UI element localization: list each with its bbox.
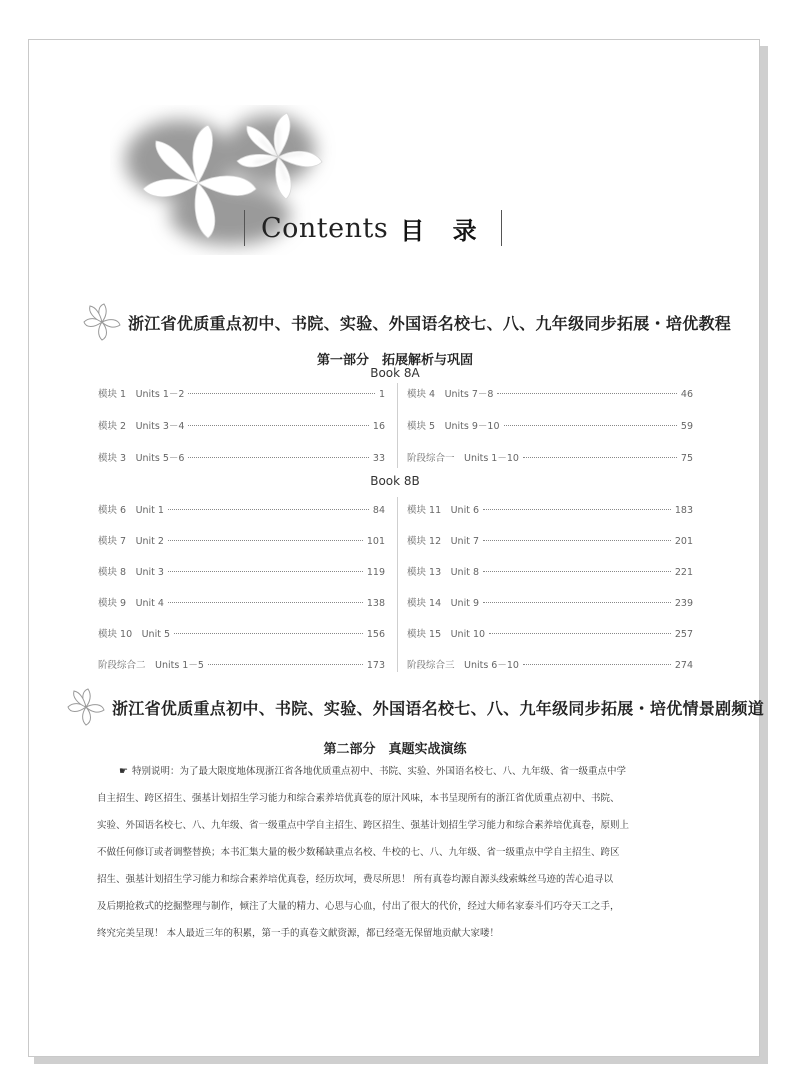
toc-row[interactable] (407, 564, 693, 578)
toc-label: 模块 5 Units 9－10 (407, 421, 500, 432)
toc-row[interactable] (98, 533, 385, 547)
toc-label: 模块 13 Unit 8 (407, 567, 480, 578)
contents-title-en: Contents (261, 212, 389, 244)
toc-row[interactable] (407, 626, 693, 640)
toc-leader (208, 664, 363, 665)
toc-page: 257 (674, 629, 693, 640)
toc-row[interactable] (98, 595, 385, 609)
section2-heading (66, 687, 764, 727)
toc-page: 156 (366, 629, 385, 640)
toc-row[interactable] (98, 502, 385, 516)
toc-row[interactable] (407, 502, 693, 516)
toc-row[interactable] (407, 595, 693, 609)
toc-label: 模块 3 Units 5－6 (98, 453, 185, 464)
note-line: 不做任何修订或者调整替换；本书汇集大量的极少数稀缺重点名校、牛校的七、八、九年级、省一级重点中学自主招生、跨区 (97, 847, 620, 858)
contents-title-cn: 目 录 (400, 216, 487, 245)
toc-page: 183 (674, 505, 693, 516)
toc-leader (483, 509, 671, 510)
section2-heading-text: 浙江省优质重点初中、书院、实验、外国语名校七、八、九年级同步拓展・培优情景剧频道 (112, 698, 765, 718)
toc-leader (168, 602, 363, 603)
book-8b-label: Book 8B (370, 474, 420, 488)
toc-page: 59 (680, 421, 693, 432)
part1-title: 第一部分 拓展解析与巩固 (316, 353, 473, 368)
column-divider (397, 497, 398, 672)
toc-page: 274 (674, 660, 693, 671)
toc-label: 模块 2 Units 3－4 (98, 421, 185, 432)
toc-page: 46 (680, 389, 693, 400)
toc-leader (174, 633, 363, 634)
toc-leader (489, 633, 671, 634)
toc-label: 模块 15 Unit 10 (407, 629, 486, 640)
toc-leader (188, 425, 368, 426)
toc-leader (483, 602, 671, 603)
contents-title (244, 210, 502, 246)
toc-page: 201 (674, 536, 693, 547)
toc-page: 33 (372, 453, 385, 464)
toc-row[interactable] (98, 450, 385, 464)
toc-leader (483, 571, 671, 572)
toc-label: 模块 8 Unit 3 (98, 567, 164, 578)
toc-page: 101 (366, 536, 385, 547)
toc-label: 模块 9 Unit 4 (98, 598, 164, 609)
toc-label: 模块 12 Unit 7 (407, 536, 480, 547)
toc-page: 173 (366, 660, 385, 671)
section1-heading-text: 浙江省优质重点初中、书院、实验、外国语名校七、八、九年级同步拓展・培优教程 (128, 313, 732, 333)
toc-page: 221 (674, 567, 693, 578)
toc-row[interactable] (98, 418, 385, 432)
toc-page: 119 (366, 567, 385, 578)
toc-row[interactable] (407, 450, 693, 464)
toc-row[interactable] (98, 626, 385, 640)
part2-title: 第二部分 真题实战演练 (323, 742, 467, 757)
book-8a-label: Book 8A (370, 366, 420, 380)
special-note (97, 765, 702, 954)
toc-label: 模块 1 Units 1－2 (98, 389, 185, 400)
toc-page: 1 (378, 389, 385, 400)
toc-leader (168, 540, 363, 541)
flower-icon (66, 687, 106, 727)
toc-row[interactable] (407, 386, 693, 400)
toc-leader (504, 425, 677, 426)
note-line: 终究完美呈现！ 本人最近三年的积累，第一手的真卷文献资源，都已经毫无保留地贡献大家喽！ (97, 928, 500, 939)
toc-row[interactable] (98, 386, 385, 400)
toc-page: 16 (372, 421, 385, 432)
toc-leader (497, 393, 676, 394)
toc-leader (483, 540, 671, 541)
section1-heading (82, 302, 731, 342)
toc-row[interactable] (98, 657, 385, 671)
pointing-hand-icon: ☛ (119, 766, 128, 777)
note-line-text: 特别说明：为了最大限度地体现浙江省各地优质重点初中、书院、实验、外国语名校七、八、九年级、省一级重点中学 (131, 766, 626, 777)
toc-leader (523, 457, 677, 458)
note-line: 自主招生、跨区招生、强基计划招生学习能力和综合素养培优真卷的原汁风味，本书呈现所有的浙江省优质重点初中、书院、 (97, 793, 620, 804)
toc-row[interactable] (98, 564, 385, 578)
toc-label: 阶段综合三 Units 6－10 (407, 660, 519, 671)
toc-leader (188, 393, 374, 394)
toc-label: 模块 4 Units 7－8 (407, 389, 494, 400)
toc-label: 阶段综合二 Units 1－5 (98, 660, 204, 671)
note-line: 及后期抢救式的挖掘整理与制作，倾注了大量的精力、心思与心血，付出了很大的代价，经过大师名家泰斗们巧夺天工之手， (97, 901, 620, 912)
toc-page: 239 (674, 598, 693, 609)
column-divider (397, 383, 398, 468)
toc-row[interactable] (407, 657, 693, 671)
toc-label: 阶段综合一 Units 1－10 (407, 453, 519, 464)
toc-page: 75 (680, 453, 693, 464)
toc-page: 138 (366, 598, 385, 609)
toc-label: 模块 10 Unit 5 (98, 629, 171, 640)
toc-label: 模块 6 Unit 1 (98, 505, 164, 516)
toc-label: 模块 7 Unit 2 (98, 536, 164, 547)
toc-leader (168, 571, 363, 572)
toc-row[interactable] (407, 533, 693, 547)
toc-leader (188, 457, 368, 458)
note-line (97, 765, 702, 792)
toc-label: 模块 14 Unit 9 (407, 598, 480, 609)
toc-leader (523, 664, 671, 665)
toc-leader (168, 509, 369, 510)
toc-row[interactable] (407, 418, 693, 432)
note-line: 实验、外国语名校七、八、九年级、省一级重点中学自主招生、跨区招生、强基计划招生学习能力和综合素养培优真卷，原则上 (97, 820, 630, 831)
flower-icon (82, 302, 122, 342)
toc-label: 模块 11 Unit 6 (407, 505, 480, 516)
note-line: 招生、强基计划招生学习能力和综合素养培优真卷，经历坎坷，费尽所思！ 所有真卷均源自源头线索蛛丝马迹的苦心追寻以 (97, 874, 614, 885)
toc-page: 84 (372, 505, 385, 516)
